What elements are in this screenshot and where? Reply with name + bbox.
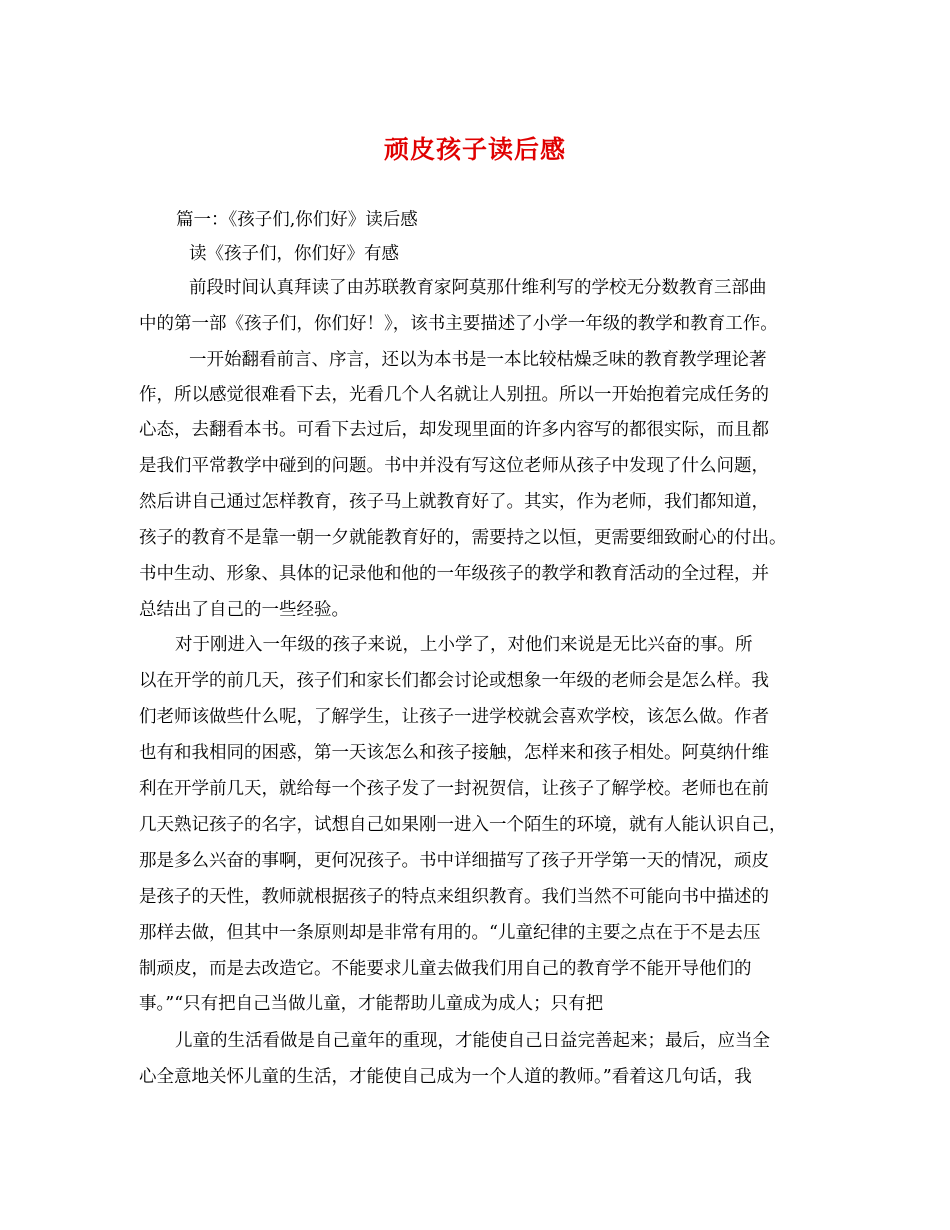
text-line: 也有和我相同的困惑，第一天该怎么和孩子接触，怎样来和孩子相处。阿莫纳什维 [139,743,769,763]
text-line: 中的第一部《孩子们，你们好！》，该书主要描述了小学一年级的教学和教育工作。 [139,314,778,334]
text-line: 然后讲自己通过怎样教育，孩子马上就教育好了。其实，作为老师，我们都知道， [139,492,769,512]
text-line: 作，所以感觉很难看下去，光看几个人名就让人别扭。所以一开始抱着完成任务的 [139,385,769,405]
text-line: 一开始翻看前言、序言，还以为本书是一本比较枯燥乏味的教育教学理论著 [189,350,767,370]
text-line: 制顽皮，而是去改造它。不能要求儿童去做我们用自己的教育学不能开导他们的 [139,959,752,979]
text-line: 总结出了自己的一些经验。 [139,600,349,620]
text-line: 事。”“只有把自己当做儿童，才能帮助儿童成为成人；只有把 [139,994,604,1014]
text-line: 书中生动、形象、具体的记录他和他的一年级孩子的教学和教育活动的全过程，并 [139,564,769,584]
text-line: 孩子的教育不是靠一朝一夕就能教育好的，需要持之以恒，更需要细致耐心的付出。 [139,528,787,548]
text-line: 几天熟记孩子的名字，试想自己如果刚一进入一个陌生的环境，就有人能认识自己， [139,815,787,835]
document-title: 顽皮孩子读后感 [383,135,566,164]
text-line: 前段时间认真拜读了由苏联教育家阿莫那什维利写的学校无分数教育三部曲 [189,278,767,298]
text-line: 是我们平常教学中碰到的问题。书中并没有写这位老师从孩子中发现了什么问题， [139,456,769,476]
text-line: 那是多么兴奋的事啊，更何况孩子。书中详细描写了孩子开学第一天的情况，顽皮 [139,851,769,871]
text-line: 利在开学前几天，就给每一个孩子发了一封祝贺信，让孩子了解学校。老师也在前 [139,779,769,799]
text-line: 对于刚进入一年级的孩子来说，上小学了，对他们来说是无比兴奋的事。所 [175,635,753,655]
text-line: 们老师该做些什么呢，了解学生，让孩子一进学校就会喜欢学校，该怎么做。作者 [139,707,769,727]
text-line: 那样去做，但其中一条原则却是非常有用的。“儿童纪律的主要之点在于不是去压 [139,923,761,943]
subtitle: 读《孩子们，你们好》有感 [189,244,399,264]
text-line: 心态，去翻看本书。可看下去过后，却发现里面的许多内容写的都很实际，而且都 [139,420,769,440]
text-line: 儿童的生活看做是自己童年的重现，才能使自己日益完善起来；最后，应当全 [175,1031,770,1051]
text-line: 心全意地关怀儿童的生活，才能使自己成为一个人道的教师。”看着这几句话，我 [139,1067,752,1087]
text-line: 是孩子的天性，教师就根据孩子的特点来组织教育。我们当然不可能向书中描述的 [139,887,769,907]
text-line: 以在开学的前几天，孩子们和家长们都会讨论或想象一年级的老师会是怎么样。我 [139,671,769,691]
section-heading: 篇一：《孩子们,你们好》读后感 [176,210,418,230]
